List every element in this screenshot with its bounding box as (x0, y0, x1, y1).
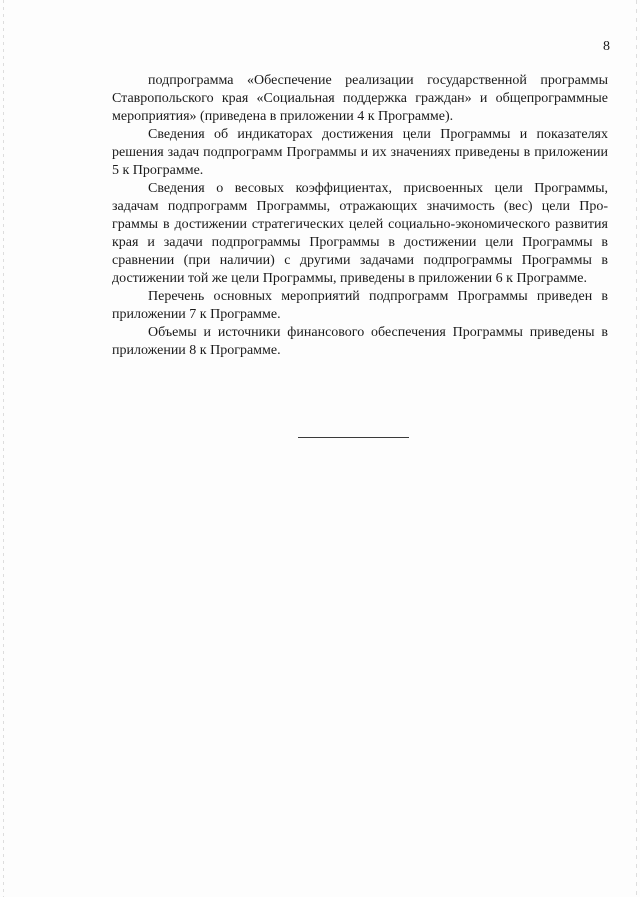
scan-edge-left (3, 0, 4, 897)
end-divider-line (298, 437, 409, 438)
paragraph: Сведения об индикаторах достижения цели Программы и показателях решения задач подпрограмм Программы и их значениях приведены в приложении 5 к Программе. (112, 127, 608, 178)
paragraph: Перечень основных мероприятий подпрограмм Программы приведен в приложении 7 к Программе. (112, 289, 608, 322)
paragraph: подпрограмма «Обеспечение реализации государственной программы Ставропольского края «Социальная поддержка граждан» и общепрограммные мероприятия» (приведена в приложении 4 к Программе). (112, 73, 608, 124)
paragraph: Объемы и источники финансового обеспечения Программы приведены в приложении 8 к Программе. (112, 325, 608, 358)
document-body (112, 72, 608, 360)
page-number: 8 (603, 39, 610, 54)
scan-edge-right (636, 0, 637, 897)
paragraph: Сведения о весовых коэффициентах, присвоенных цели Программы, задачам подпрограмм Программы, отражающих значимость (вес) цели Программы в достижении стратегических целей социально-экономического развития края и задачи подпрограммы Программы в достижении цели Программы в сравнении (при наличии) с другими задачами подпрограммы Программы в достижении той же цели Программы, приведены в приложении 6 к Программе. (112, 181, 608, 286)
